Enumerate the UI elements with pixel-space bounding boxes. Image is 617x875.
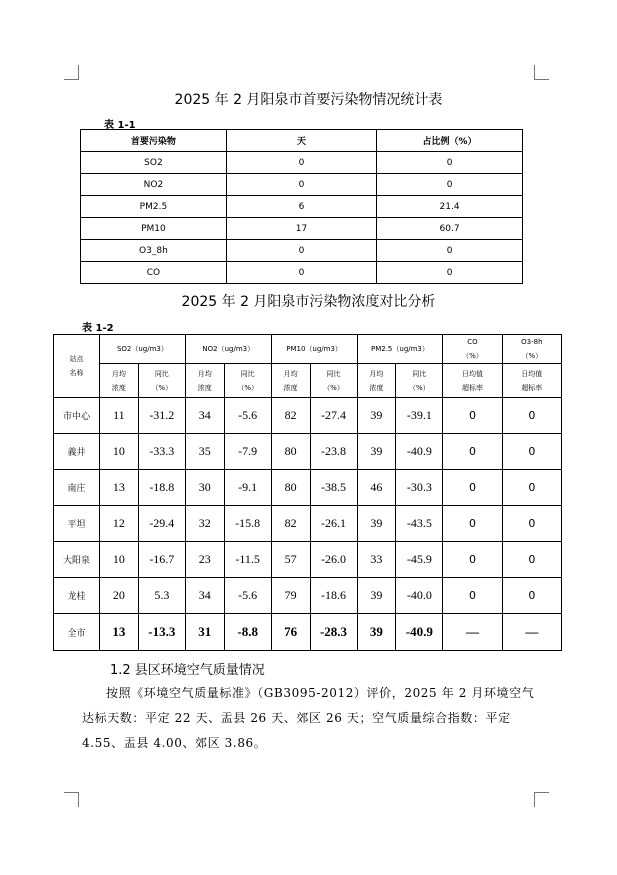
page-corner-mark-top-left bbox=[64, 65, 79, 80]
cell-so2-yoy: -31.2 bbox=[138, 398, 185, 434]
table-row bbox=[54, 398, 562, 434]
cell-pm10-yoy: -23.8 bbox=[310, 434, 357, 470]
subheader-monthly-line2: 浓度 bbox=[369, 383, 384, 392]
table-row bbox=[54, 470, 562, 506]
header-pm10: PM10（ug/m3） bbox=[271, 335, 357, 364]
cell-station: 大阳泉 bbox=[54, 542, 100, 578]
cell-days: 0 bbox=[226, 152, 376, 174]
cell-so2-yoy: -18.8 bbox=[138, 470, 185, 506]
cell-pm25-yoy: -39.1 bbox=[396, 398, 443, 434]
header-co-line1: CO bbox=[467, 338, 478, 346]
subheader-exceed bbox=[502, 364, 561, 398]
cell-pm10: 80 bbox=[271, 470, 310, 506]
header-so2: SO2（ug/m3） bbox=[99, 335, 185, 364]
header-ratio: 占比例（%） bbox=[377, 130, 523, 152]
cell-pm10: 76 bbox=[271, 614, 310, 651]
cell-so2-yoy: 5.3 bbox=[138, 578, 185, 614]
subheader-exceed-line1: 日均值 bbox=[462, 369, 483, 378]
cell-pm10: 82 bbox=[271, 398, 310, 434]
cell-no2-yoy: -5.6 bbox=[224, 398, 271, 434]
cell-co: 0 bbox=[443, 578, 502, 614]
cell-pm10: 79 bbox=[271, 578, 310, 614]
subheader-yoy-line1: 同比 bbox=[240, 369, 255, 378]
table1-title: 2025 年 2 月阳泉市首要污染物情况统计表 bbox=[174, 92, 443, 108]
cell-o3: 0 bbox=[502, 398, 561, 434]
cell-so2-yoy: -16.7 bbox=[138, 542, 185, 578]
cell-no2-yoy: -15.8 bbox=[224, 506, 271, 542]
cell-co: 0 bbox=[443, 506, 502, 542]
cell-so2: 10 bbox=[99, 542, 138, 578]
cell-pm25-yoy: -30.3 bbox=[396, 470, 443, 506]
cell-days: 0 bbox=[226, 240, 376, 262]
cell-ratio: 0 bbox=[377, 240, 523, 262]
table-row bbox=[81, 262, 523, 284]
cell-ratio: 0 bbox=[377, 262, 523, 284]
table-row bbox=[54, 542, 562, 578]
subheader-yoy-line2: （%） bbox=[409, 383, 430, 392]
cell-pm25-yoy: -40.9 bbox=[396, 434, 443, 470]
cell-pm25-yoy: -40.0 bbox=[396, 578, 443, 614]
cell-no2-yoy: -11.5 bbox=[224, 542, 271, 578]
cell-pm25: 46 bbox=[357, 470, 396, 506]
subheader-yoy-line2: （%） bbox=[237, 383, 258, 392]
subheader-yoy bbox=[224, 364, 271, 398]
subheader-monthly-line2: 浓度 bbox=[197, 383, 212, 392]
cell-days: 17 bbox=[226, 218, 376, 240]
cell-no2: 34 bbox=[185, 578, 224, 614]
header-o3-line1: O3-8h bbox=[521, 338, 543, 346]
cell-co: 0 bbox=[443, 470, 502, 506]
cell-pm10-yoy: -26.0 bbox=[310, 542, 357, 578]
cell-o3: — bbox=[502, 614, 561, 651]
section-paragraph: 按照《环境空气质量标准》（GB3095-2012）评价，2025 年 2 月环境空气达标天数：平定 22 天、盂县 26 天、郊区 26 天；空气质量综合指数：平定 4.55、盂县 4.00、郊区 3.86。 bbox=[82, 686, 535, 750]
cell-ratio: 0 bbox=[377, 174, 523, 196]
table-row bbox=[81, 218, 523, 240]
table-row bbox=[81, 174, 523, 196]
cell-station: 龙桂 bbox=[54, 578, 100, 614]
subheader-yoy-line2: （%） bbox=[151, 383, 173, 392]
subheader-monthly-line1: 月均 bbox=[369, 369, 384, 378]
cell-so2-yoy: -13.3 bbox=[138, 614, 185, 651]
cell-o3: 0 bbox=[502, 470, 561, 506]
cell-no2: 35 bbox=[185, 434, 224, 470]
table-row bbox=[81, 152, 523, 174]
table2-title: 2025 年 2 月阳泉市污染物浓度对比分析 bbox=[181, 294, 436, 310]
cell-so2: 10 bbox=[99, 434, 138, 470]
cell-pm25-yoy: -43.5 bbox=[396, 506, 443, 542]
header-o3-line2: （%） bbox=[521, 352, 543, 360]
header-no2: NO2（ug/m3） bbox=[185, 335, 271, 364]
header-co-line2: （%） bbox=[462, 352, 483, 360]
table-subheader-row bbox=[54, 364, 562, 398]
cell-pm10-yoy: -28.3 bbox=[310, 614, 357, 651]
table-row bbox=[54, 434, 562, 470]
cell-days: 6 bbox=[226, 196, 376, 218]
table1-label: 表 1-1 bbox=[104, 120, 136, 131]
table-header-row bbox=[54, 335, 562, 364]
cell-ratio: 60.7 bbox=[377, 218, 523, 240]
table-row bbox=[81, 196, 523, 218]
table-row bbox=[54, 506, 562, 542]
cell-no2: 32 bbox=[185, 506, 224, 542]
subheader-yoy bbox=[396, 364, 443, 398]
cell-so2: 13 bbox=[99, 614, 138, 651]
cell-pollutant: O3_8h bbox=[81, 240, 227, 262]
cell-pm10: 80 bbox=[271, 434, 310, 470]
subheader-yoy-line1: 同比 bbox=[412, 369, 427, 378]
subheader-exceed bbox=[443, 364, 502, 398]
section-heading: 1.2 县区环境空气质量情况 bbox=[110, 663, 265, 678]
cell-so2: 12 bbox=[99, 506, 138, 542]
cell-no2: 23 bbox=[185, 542, 224, 578]
page-corner-mark-bottom-right bbox=[534, 792, 549, 807]
pollutant-concentration-table bbox=[53, 334, 562, 651]
table-row bbox=[54, 578, 562, 614]
header-pollutant: 首要污染物 bbox=[81, 130, 227, 152]
cell-days: 0 bbox=[226, 262, 376, 284]
subheader-monthly bbox=[271, 364, 310, 398]
subheader-monthly bbox=[99, 364, 138, 398]
cell-no2-yoy: -5.6 bbox=[224, 578, 271, 614]
header-pm25: PM2.5（ug/m3） bbox=[357, 335, 443, 364]
header-co bbox=[443, 335, 502, 364]
cell-so2: 11 bbox=[99, 398, 138, 434]
subheader-monthly-line2: 浓度 bbox=[111, 383, 126, 392]
cell-co: 0 bbox=[443, 434, 502, 470]
subheader-monthly-line2: 浓度 bbox=[283, 383, 298, 392]
cell-pm25: 39 bbox=[357, 614, 396, 651]
table-header-row bbox=[81, 130, 523, 152]
subheader-monthly-line1: 月均 bbox=[111, 369, 126, 378]
cell-pm10: 57 bbox=[271, 542, 310, 578]
cell-pm10: 82 bbox=[271, 506, 310, 542]
subheader-yoy bbox=[310, 364, 357, 398]
cell-pollutant: PM10 bbox=[81, 218, 227, 240]
cell-pm25: 39 bbox=[357, 506, 396, 542]
cell-station: 全市 bbox=[54, 614, 100, 651]
cell-ratio: 21.4 bbox=[377, 196, 523, 218]
subheader-yoy-line2: （%） bbox=[323, 383, 344, 392]
cell-pollutant: SO2 bbox=[81, 152, 227, 174]
subheader-exceed-line2: 超标率 bbox=[521, 383, 543, 392]
subheader-monthly-line1: 月均 bbox=[197, 369, 212, 378]
cell-co: 0 bbox=[443, 398, 502, 434]
cell-no2: 31 bbox=[185, 614, 224, 651]
cell-pm10-yoy: -27.4 bbox=[310, 398, 357, 434]
cell-pm25: 33 bbox=[357, 542, 396, 578]
cell-so2-yoy: -29.4 bbox=[138, 506, 185, 542]
cell-station: 義井 bbox=[54, 434, 100, 470]
header-station-line1: 站点 bbox=[69, 355, 84, 363]
subheader-monthly-line1: 月均 bbox=[283, 369, 298, 378]
header-o3 bbox=[502, 335, 561, 364]
page-corner-mark-bottom-left bbox=[64, 792, 79, 807]
cell-pollutant: NO2 bbox=[81, 174, 227, 196]
cell-pm25-yoy: -45.9 bbox=[396, 542, 443, 578]
cell-so2: 20 bbox=[99, 578, 138, 614]
cell-so2-yoy: -33.3 bbox=[138, 434, 185, 470]
cell-o3: 0 bbox=[502, 434, 561, 470]
header-station bbox=[54, 335, 100, 398]
cell-o3: 0 bbox=[502, 506, 561, 542]
subheader-exceed-line2: 超标率 bbox=[462, 383, 483, 392]
subheader-monthly bbox=[357, 364, 396, 398]
header-days: 天 bbox=[226, 130, 376, 152]
cell-pm10-yoy: -18.6 bbox=[310, 578, 357, 614]
cell-station: 南庄 bbox=[54, 470, 100, 506]
subheader-monthly bbox=[185, 364, 224, 398]
cell-pm25: 39 bbox=[357, 434, 396, 470]
table-total-row bbox=[54, 614, 562, 651]
cell-pm25: 39 bbox=[357, 398, 396, 434]
cell-no2-yoy: -9.1 bbox=[224, 470, 271, 506]
cell-no2: 30 bbox=[185, 470, 224, 506]
subheader-yoy-line1: 同比 bbox=[326, 369, 341, 378]
header-station-line2: 名称 bbox=[69, 369, 84, 377]
cell-o3: 0 bbox=[502, 542, 561, 578]
cell-station: 市中心 bbox=[54, 398, 100, 434]
cell-no2-yoy: -8.8 bbox=[224, 614, 271, 651]
cell-co: — bbox=[443, 614, 502, 651]
cell-pm25-yoy: -40.9 bbox=[396, 614, 443, 651]
cell-pollutant: CO bbox=[81, 262, 227, 284]
cell-no2: 34 bbox=[185, 398, 224, 434]
cell-no2-yoy: -7.9 bbox=[224, 434, 271, 470]
subheader-yoy bbox=[138, 364, 185, 398]
table-row bbox=[81, 240, 523, 262]
cell-pm10-yoy: -26.1 bbox=[310, 506, 357, 542]
subheader-yoy-line1: 同比 bbox=[154, 369, 169, 378]
cell-ratio: 0 bbox=[377, 152, 523, 174]
cell-days: 0 bbox=[226, 174, 376, 196]
cell-co: 0 bbox=[443, 542, 502, 578]
page-corner-mark-top-right bbox=[534, 65, 549, 80]
cell-pollutant: PM2.5 bbox=[81, 196, 227, 218]
subheader-exceed-line1: 日均值 bbox=[521, 369, 543, 378]
primary-pollutant-table bbox=[80, 129, 523, 284]
cell-pm10-yoy: -38.5 bbox=[310, 470, 357, 506]
cell-so2: 13 bbox=[99, 470, 138, 506]
cell-o3: 0 bbox=[502, 578, 561, 614]
cell-pm25: 39 bbox=[357, 578, 396, 614]
table2-label: 表 1-2 bbox=[82, 323, 114, 334]
cell-station: 平坦 bbox=[54, 506, 100, 542]
